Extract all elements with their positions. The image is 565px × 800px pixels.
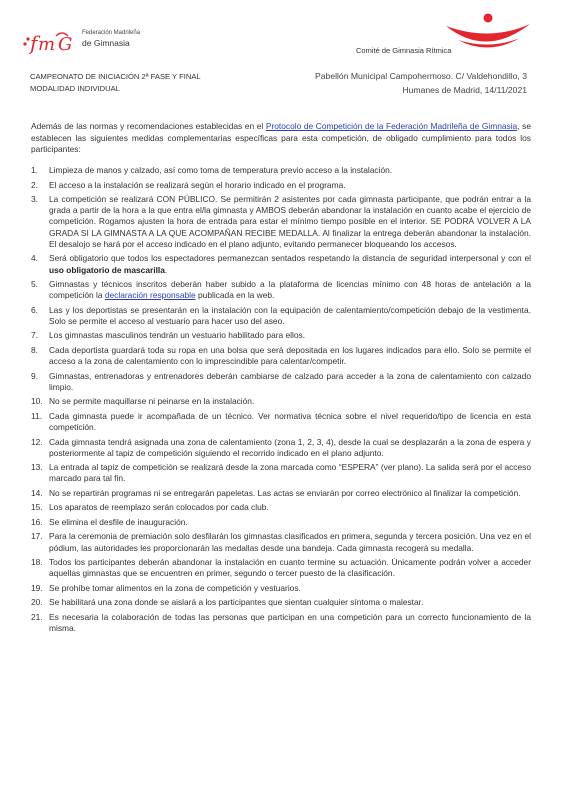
- rule-text: Cada gimnasta tendrá asignada una zona de calentamiento (zona 1, 2, 3, 4), desde la cual se desplazarán a la zona de espera y posteriormente al tapiz de competición siguiendo el recorrido indicado en el plano adjunto.: [49, 436, 531, 458]
- gymnast-ribbon-icon: [438, 12, 538, 58]
- rule-number: 12.: [31, 436, 43, 447]
- rule-text: Será obligatorio que todos los espectadores permanezcan sentados respetando la distancia de seguridad interpersonal y con el: [49, 253, 531, 264]
- rule-item: [31, 330, 531, 341]
- rule-item: [31, 531, 531, 553]
- rule-item: [31, 597, 531, 608]
- rule-number: 19.: [31, 582, 43, 593]
- rule-number: 14.: [31, 487, 43, 498]
- rule-text: publicada en la web.: [195, 290, 275, 301]
- intro-paragraph: [31, 121, 531, 155]
- rule-text: Gimnastas, entrenadoras y entrenadores deberán cambiarse de calzado para acceder a la zona de calentamiento con calzado limpio.: [49, 370, 531, 392]
- rule-number: 15.: [31, 502, 43, 513]
- rule-number: 7.: [31, 330, 38, 341]
- rule-number: 6.: [31, 304, 38, 315]
- rule-text: Los aparatos de reemplazo serán colocados por cada club.: [49, 502, 269, 513]
- championship-info: [30, 71, 201, 95]
- rule-item: [31, 305, 531, 327]
- rule-item: [31, 194, 531, 250]
- rule-number: 10.: [31, 396, 43, 407]
- rule-number: 17.: [31, 531, 43, 542]
- svg-text:f: f: [30, 31, 38, 54]
- rule-item: [31, 371, 531, 393]
- document-header: [0, 0, 565, 110]
- rule-text: Los gimnastas masculinos tendrán un vestuario habilitado para ellos.: [49, 330, 306, 341]
- rule-text: Limpieza de manos y calzado, así como toma de temperatura previo acceso a la instalación.: [49, 165, 393, 175]
- rule-number: 9.: [31, 370, 38, 381]
- rule-number: 13.: [31, 462, 43, 473]
- rule-item: [31, 502, 531, 513]
- rule-text: La competición se realizará CON PÚBLICO. Se permitirán 2 asistentes por cada gimnasta participante, que podrán entrar a la grada a partir de la hora a la que entra el/la gimnasta y AMBOS deberán abandonar la instalación en cuanto acabe el ejercicio de competición. Rogamos ajusten la hora de entrada para estar el mínimo tiempo posible en el interior. SE PODRÁ VOLVER A LA GRADA SI LA GIMNASTA A LA QUE ACOMPAÑAN RECIBE MEDALLA. Al finalizar la entrega deberán abandonar la instalación. El desalojo se hará por el acceso indicado en el plano adjunto, evitando permanecer bloqueando los accesos.: [49, 194, 531, 249]
- venue-info: [315, 69, 527, 97]
- fmg-logo-icon: [22, 28, 82, 54]
- rule-item: [31, 165, 531, 176]
- rule-item: [31, 411, 531, 433]
- rule-item: [31, 180, 531, 191]
- rule-text: Es necesaria la colaboración de todas las personas que participan en una competición para un correcto funcionamiento de la misma.: [49, 611, 531, 634]
- rule-text: Gimnastas y técnicos inscritos deberán haber subido a la plataforma de licencias mínimo con 48 horas de antelación a la competición la: [49, 279, 531, 301]
- rule-number: 16.: [31, 516, 43, 527]
- rule-number: 3.: [31, 194, 38, 204]
- rule-item: [31, 396, 531, 407]
- venue-address: Pabellón Municipal Campohermoso. C/ Valdehondillo, 3: [315, 71, 527, 81]
- rule-number: 5.: [31, 279, 38, 290]
- intro-text-after: , se establecen las siguientes medidas complementarias específicas para esta competición, de obligado cumplimiento para todos los participantes:: [31, 121, 532, 154]
- rule-text: No se permite maquillarse ni peinarse en la instalación.: [49, 396, 255, 407]
- rule-item: [31, 488, 531, 499]
- declaration-link[interactable]: declaración responsable: [104, 290, 196, 301]
- rule-text: El acceso a la instalación se realizará según el horario indicado en el programa.: [49, 179, 346, 190]
- rule-text: La entrada al tapiz de competición se realizará desde la zona marcada como “ESPERA” (ver plano). La salida será por el acceso marcado para tal fin.: [49, 462, 531, 484]
- rule-number: 2.: [31, 179, 38, 190]
- svg-text:m: m: [38, 34, 56, 54]
- federation-name-line1: Federación Madrileña: [82, 30, 141, 36]
- ritmica-logo: [438, 12, 538, 58]
- rule-number: 4.: [31, 253, 38, 264]
- committee-name: Comité de Gimnasia Rítmica: [356, 46, 452, 55]
- rule-text: No se repartirán programas ni se entregarán papeletas. Las actas se enviarán por correo electrónico al finalizar la competición.: [49, 487, 521, 498]
- svg-text:G: G: [58, 34, 73, 54]
- rule-number: 20.: [31, 597, 43, 608]
- rule-text: Cada gimnasta puede ir acompañada de un técnico. Ver normativa técnica sobre el nivel requerido/tipo de licencia en esta competición.: [49, 410, 531, 433]
- intro-text-before: Además de las normas y recomendaciones establecidas en el: [31, 121, 266, 132]
- rule-number: 18.: [31, 557, 43, 568]
- rule-item: [31, 462, 531, 484]
- rule-text: Se prohíbe tomar alimentos en la zona de competición y vestuarios.: [49, 582, 301, 593]
- rule-item: [31, 279, 531, 301]
- venue-date: Humanes de Madrid, 14/11/2021: [402, 85, 527, 95]
- rule-item: [31, 437, 531, 459]
- rule-emphasis: uso obligatorio de mascarilla: [49, 264, 165, 275]
- rule-number: 8.: [31, 344, 38, 355]
- rule-item: [31, 517, 531, 528]
- rule-item: [31, 583, 531, 594]
- rule-text: .: [164, 264, 168, 275]
- rule-text: Se habilitará una zona donde se aislará a los participantes que sientan cualquier síntoma o malestar.: [49, 597, 424, 608]
- protocol-link[interactable]: Protocolo de Competición de la Federación Madrileña de Gimnasia: [265, 121, 518, 132]
- rule-number: 1.: [31, 165, 38, 175]
- federation-name-line2: de Gimnasia: [82, 38, 130, 48]
- rule-item: [31, 345, 531, 367]
- rule-text: Para la ceremonia de premiación solo desfilarán los gimnastas clasificados en primera, segunda y tercera posición. Una vez en el pódium, las autoridades les proporcionarán las medallas desde una bandeja. Cada gimnasta recogerá su medalla.: [49, 531, 531, 553]
- championship-title: CAMPEONATO DE INICIACIÓN 2ª FASE Y FINAL: [30, 72, 201, 81]
- rule-text: Todos los participantes deberán abandonar la instalación en cuanto termine su actuación. Únicamente podrán volver a acceder aquellas gimnastas que se encuentren en primer, segundo o tercer puesto de la clasificación.: [49, 557, 531, 579]
- rules-list: [31, 165, 531, 638]
- rule-text: Cada deportista guardará toda su ropa en una bolsa que será depositada en los lugares indicados para ello. Solo se permite el acceso a la zona de calentamiento con lo imprescindible para calentar/competir.: [49, 344, 531, 367]
- rule-number: 11.: [31, 410, 43, 421]
- rule-text: Se elimina el desfile de inauguración.: [49, 516, 188, 527]
- rule-item: [31, 612, 531, 634]
- championship-modality: MODALIDAD INDIVIDUAL: [30, 84, 120, 93]
- rule-number: 21.: [31, 611, 43, 622]
- rule-item: [31, 253, 531, 275]
- rule-text: Las y los deportistas se presentarán en la instalación con la equipación de calentamiento/competición debajo de la vestimenta. Solo se permite el acceso al vestuario para hacer uso del aseo.: [49, 304, 531, 326]
- rule-item: [31, 557, 531, 579]
